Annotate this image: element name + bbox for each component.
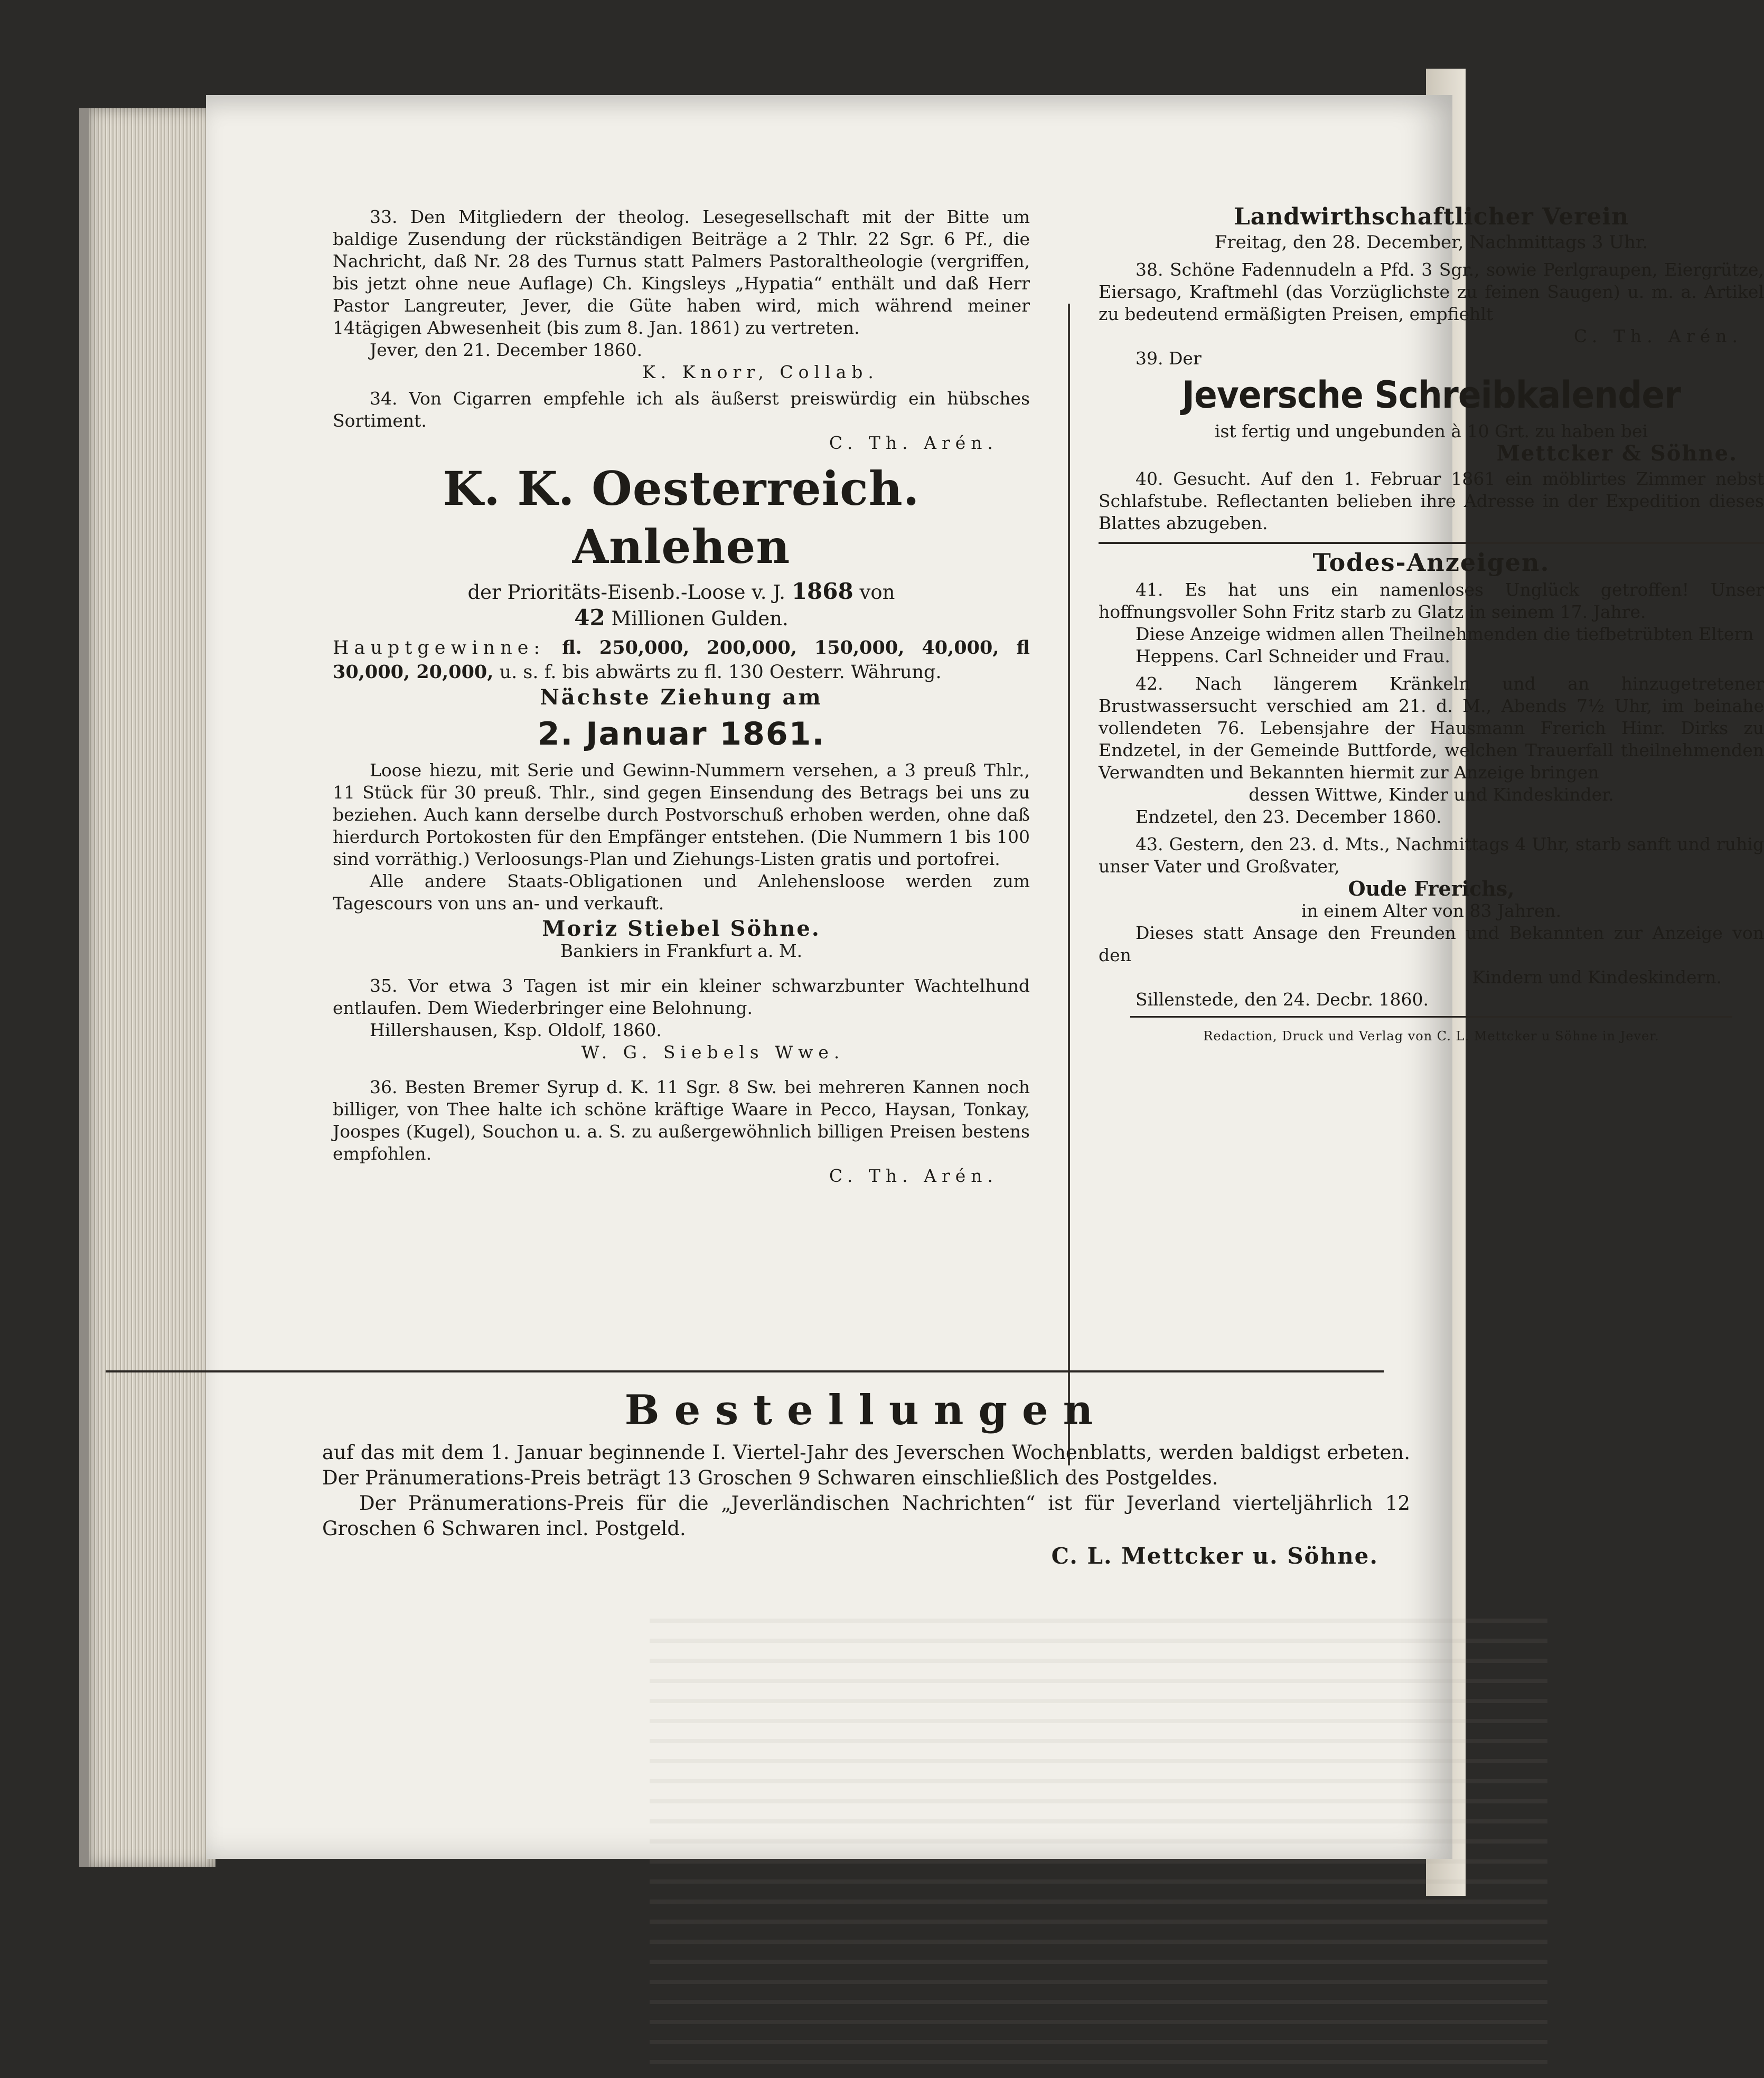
ziehung-date: 2. Januar 1861.	[537, 716, 825, 753]
anleihen-line1-post: von	[853, 581, 895, 604]
anleihen-ad	[333, 459, 1030, 962]
verein-date: Freitag, den 28. December, Nachmittags 3 Uhr.	[1214, 232, 1648, 253]
section-rule	[1099, 542, 1764, 544]
anleihen-firm: Moriz Stiebel Söhne.	[542, 916, 821, 941]
notice-42-mourners: dessen Wittwe, Kinder und Kindeskinder.	[1249, 784, 1614, 805]
anleihen-year: 1868	[791, 578, 853, 604]
bottom-section-rule	[106, 1370, 1384, 1372]
notice-34-signature: C. Th. Arén.	[829, 432, 998, 453]
bestellungen-signature: C. L. Mettcker u. Söhne.	[1051, 1543, 1378, 1569]
imprint: Redaction, Druck und Verlag von C. L. Mettcker u Söhne in Jever.	[1203, 1029, 1659, 1043]
anleihen-body: Loose hiezu, mit Serie und Gewinn-Nummern versehen, a 3 preuß Thlr., 11 Stück für 30 preuß. Thlr., sind gegen Einsendung des Betrags bei uns zu beziehen. Auch kann derselbe durch Postvorschuß erhoben werden, ohne daß hierdurch Portokosten für den Empfänger entstehen. (Die Nummern 1 bis 100 sind vorräthig.) Verloosungs-Plan und Ziehungs-Listen gratis und portofrei.	[333, 760, 1030, 869]
notice-35-text: 35. Vor etwa 3 Tagen ist mir ein kleiner schwarzbunter Wachtelhund entlaufen. Dem Wiederbringer eine Belohnung.	[333, 975, 1030, 1018]
notice-39-prefix: 39. Der	[1136, 348, 1202, 369]
newspaper-page	[206, 95, 1764, 1859]
notice-41-signature: Heppens. Carl Schneider und Frau.	[1136, 646, 1450, 666]
anleihen-line1-pre: der Prioritäts-Eisenb.-Loose v. J.	[467, 581, 792, 604]
notice-33-signature: K. Knorr, Collab.	[642, 362, 879, 382]
notice-43-mourners: Kindern und Kindeskindern.	[1472, 967, 1722, 988]
verein-title: Landwirthschaftlicher Verein	[1233, 203, 1629, 230]
notice-42-place-date: Endzetel, den 23. December 1860.	[1136, 806, 1442, 827]
notice-38-signature: C. Th. Arén.	[1573, 326, 1743, 346]
anleihen-headline: K. K. Oesterreich. Anlehen	[443, 461, 920, 574]
hauptgewinne-label: Hauptgewinne:	[333, 637, 546, 659]
notice-39-firm: Mettcker & Söhne.	[1496, 441, 1738, 466]
notice-41-text2: Diese Anzeige widmen allen Theilnehmenden die tiefbetrübten Eltern	[1136, 624, 1754, 644]
naechste-ziehung: Nächste Ziehung am	[540, 685, 823, 710]
notice-43-name: Oude Frerichs,	[1348, 877, 1515, 900]
notice-43-text2: Dieses statt Ansage den Freunden und Bekannten zur Anzeige von den	[1099, 923, 1764, 965]
bleed-through-text	[650, 1603, 1547, 2078]
schreibkalender-headline: Jeversche Schreibkalender	[1182, 373, 1681, 417]
column-divider	[1068, 304, 1070, 1465]
notice-43-age: in einem Alter von 83 Jahren.	[1301, 900, 1562, 921]
notice-39-text: ist fertig und ungebunden à 10 Grt. zu haben bei	[1214, 421, 1648, 441]
anleihen-body2: Alle andere Staats-Obligationen und Anlehensloose werden zum Tagescours von uns an- und verkauft.	[333, 871, 1030, 914]
notice-43-text: 43. Gestern, den 23. d. Mts., Nachmittags 4 Uhr, starb sanft und ruhig unser Vater und Großvater,	[1099, 834, 1764, 877]
notice-42-text: 42. Nach längerem Kränkeln und an hinzugetretener Brustwassersucht verschied am 21. d. M., Abends 7½ Uhr, im beinahe vollendeten 76. Lebensjahre der Hausmann Frerich Hinr. Dirks zu Endzetel, in der Gemeinde Buttforde, welchen Trauerfall theilnehmenden Verwandten und Bekannten hiermit zur Anzeige bringen	[1099, 673, 1764, 783]
bestellungen-title: Bestellungen	[624, 1386, 1108, 1434]
hauptgewinne-values: fl. 250,000, 200,000, 150,000, 40,000, fl 30,000, 20,000,	[333, 637, 1030, 683]
notice-41-text: 41. Es hat uns ein namenloses Unglück getroffen! Unser hoffnungsvoller Sohn Fritz starb zu Glatz in seinem 17. Jahre.	[1099, 579, 1764, 622]
notice-43-place-date: Sillenstede, den 24. Decbr. 1860.	[1136, 989, 1429, 1010]
notice-36-text: 36. Besten Bremer Syrup d. K. 11 Sgr. 8 Sw. bei mehreren Kannen noch billiger, von Thee halte ich schöne kräftige Waare in Pecco, Haysan, Tonkay, Joospes (Kugel), Souchon u. a. S. zu außergewöhnlich billigen Preisen bestens empfohlen.	[333, 1077, 1030, 1164]
anleihen-line2-post: Millionen Gulden.	[605, 607, 789, 630]
anleihen-line1	[333, 579, 1030, 605]
left-column	[333, 206, 1030, 1187]
bestellungen-text1: auf das mit dem 1. Januar beginnende I. Viertel-Jahr des Jeverschen Wochenblatts, werden baldigst erbeten. Der Pränumerations-Preis beträgt 13 Groschen 9 Schwaren einschließlich des Postgeldes.	[322, 1441, 1410, 1489]
notice-38-text: 38. Schöne Fadennudeln a Pfd. 3 Sgr., sowie Perlgraupen, Eiergrütze, Eiersago, Kraftmehl (das Vorzüglichste zu feinen Saugen) u. m. a. Artikel zu bedeutend ermäßigten Preisen, empfiehlt	[1099, 259, 1764, 324]
anleihen-millionen-number: 42	[574, 605, 605, 631]
notice-35-place-date: Hillershausen, Ksp. Oldolf, 1860.	[370, 1020, 662, 1040]
notice-33-place-date: Jever, den 21. December 1860.	[370, 340, 643, 360]
notice-34-text: 34. Von Cigarren empfehle ich als äußerst preiswürdig ein hübsches Sortiment.	[333, 388, 1030, 431]
todes-title: Todes-Anzeigen.	[1312, 548, 1550, 577]
anleihen-line2	[333, 605, 1030, 632]
anleihen-firm-sub: Bankiers in Frankfurt a. M.	[560, 941, 803, 961]
hauptgewinne-tail: u. s. f. bis abwärts zu fl. 130 Oesterr. Währung.	[499, 662, 942, 683]
bestellungen-text2: Der Pränumerations-Preis für die „Jeverländischen Nachrichten“ ist für Jeverland vierteljährlich 12 Groschen 6 Schwaren incl. Postgeld.	[322, 1492, 1410, 1540]
book-page-edges	[79, 108, 215, 1867]
notice-35-signature: W. G. Siebels Wwe.	[581, 1042, 845, 1062]
anleihen-hauptgewinne	[333, 636, 1030, 684]
right-column	[1099, 203, 1764, 1060]
notice-33-text: 33. Den Mitgliedern der theolog. Lesegesellschaft mit der Bitte um baldige Zusendung der rückständigen Beiträge a 2 Thlr. 22 Sgr. 6 Pf., die Nachricht, daß Nr. 28 des Turnus statt Palmers Pastoraltheologie (vergriffen, bis jetzt ohne neue Auflage) Ch. Kingsleys „Hypatia“ enthält und daß Herr Pastor Langreuter, Jever, die Güte haben wird, mich während meiner 14tägigen Abwesenheit (bis zum 8. Jan. 1861) zu vertreten.	[333, 206, 1030, 338]
notice-36-signature: C. Th. Arén.	[829, 1165, 998, 1186]
notice-40-text: 40. Gesucht. Auf den 1. Februar 1861 ein möblirtes Zimmer nebst Schlafstube. Reflectanten belieben ihre Adresse in der Expedition dieses Blattes abzugeben.	[1099, 468, 1764, 533]
bestellungen-section	[322, 1381, 1410, 1569]
imprint-rule	[1130, 1016, 1732, 1018]
